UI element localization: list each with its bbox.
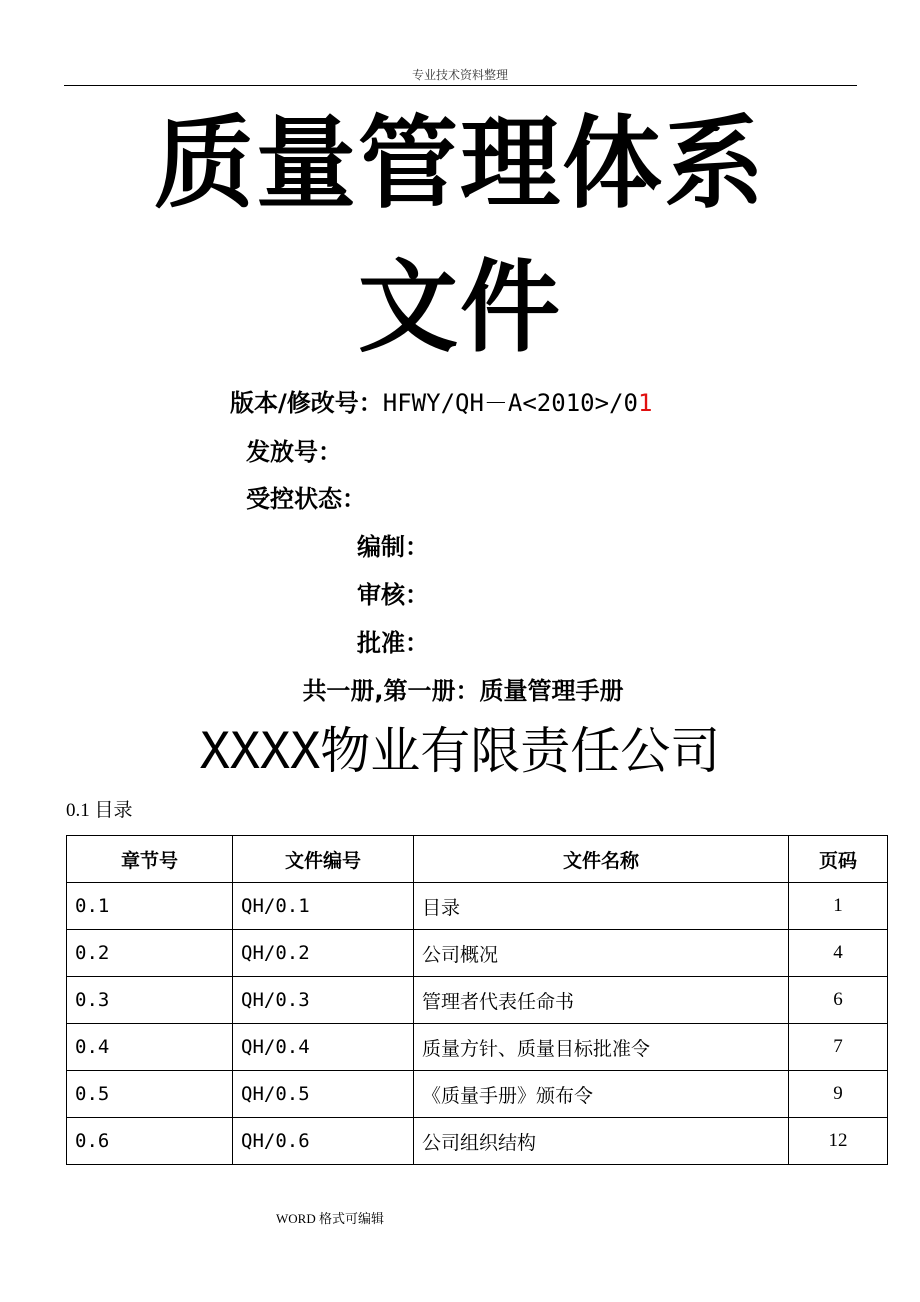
- toc-table: [66, 835, 888, 1165]
- prepared-by-label: 编制：: [357, 533, 429, 561]
- chapter-number: 0.6: [67, 1118, 233, 1165]
- version-code: HFWY/QH－A<2010>/0: [382, 389, 638, 417]
- page-header-note: 专业技术资料整理: [411, 68, 508, 82]
- toc-column-header: 文件编号: [233, 836, 414, 883]
- company-name-latin: XXXX: [199, 722, 321, 780]
- approved-by-label: 批准：: [357, 629, 429, 657]
- document-name: 目录: [414, 883, 789, 930]
- document-name: 质量方针、质量目标批准令: [414, 1024, 789, 1071]
- chapter-number: 0.5: [67, 1071, 233, 1118]
- version-field: [230, 388, 652, 418]
- toc-header-row: [67, 836, 888, 883]
- page-number: 6: [789, 977, 888, 1024]
- toc-heading: 0.1 目录: [66, 800, 133, 821]
- page-footer-note: WORD 格式可编辑: [276, 1211, 384, 1226]
- chapter-number: 0.3: [67, 977, 233, 1024]
- chapter-number: 0.4: [67, 1024, 233, 1071]
- document-title-line-1: 质量管理体系: [154, 105, 766, 222]
- table-row: [67, 977, 888, 1024]
- document-name: 公司概况: [414, 930, 789, 977]
- document-code: QH/0.4: [233, 1024, 414, 1071]
- version-suffix: 1: [637, 389, 653, 417]
- document-code: QH/0.2: [233, 930, 414, 977]
- table-row: [67, 1118, 888, 1165]
- toc-column-header: 页码: [789, 836, 888, 883]
- page-number: 9: [789, 1071, 888, 1118]
- table-row: [67, 930, 888, 977]
- document-name: 管理者代表任命书: [414, 977, 789, 1024]
- page-number: 12: [789, 1118, 888, 1165]
- control-status-label: 受控状态：: [246, 485, 366, 513]
- header-divider: [64, 85, 857, 86]
- page-number: 4: [789, 930, 888, 977]
- page-number: 1: [789, 883, 888, 930]
- company-name: [0, 716, 920, 786]
- chapter-number: 0.2: [67, 930, 233, 977]
- table-row: [67, 883, 888, 930]
- issue-number-label: 发放号：: [246, 438, 342, 466]
- company-name-chinese: 物业有限责任公司: [320, 722, 721, 780]
- document-code: QH/0.1: [233, 883, 414, 930]
- document-name: 《质量手册》颁布令: [414, 1071, 789, 1118]
- document-code: QH/0.6: [233, 1118, 414, 1165]
- volume-info: 共一册,第一册：质量管理手册: [302, 677, 624, 705]
- document-title-line-2: 文件: [358, 249, 562, 366]
- table-row: [67, 1071, 888, 1118]
- document-code: QH/0.3: [233, 977, 414, 1024]
- toc-column-header: 文件名称: [414, 836, 789, 883]
- toc-column-header: 章节号: [67, 836, 233, 883]
- document-code: QH/0.5: [233, 1071, 414, 1118]
- version-label: 版本/修改号：: [230, 389, 383, 417]
- reviewed-by-label: 审核：: [357, 581, 429, 609]
- page-number: 7: [789, 1024, 888, 1071]
- document-name: 公司组织结构: [414, 1118, 789, 1165]
- chapter-number: 0.1: [67, 883, 233, 930]
- table-row: [67, 1024, 888, 1071]
